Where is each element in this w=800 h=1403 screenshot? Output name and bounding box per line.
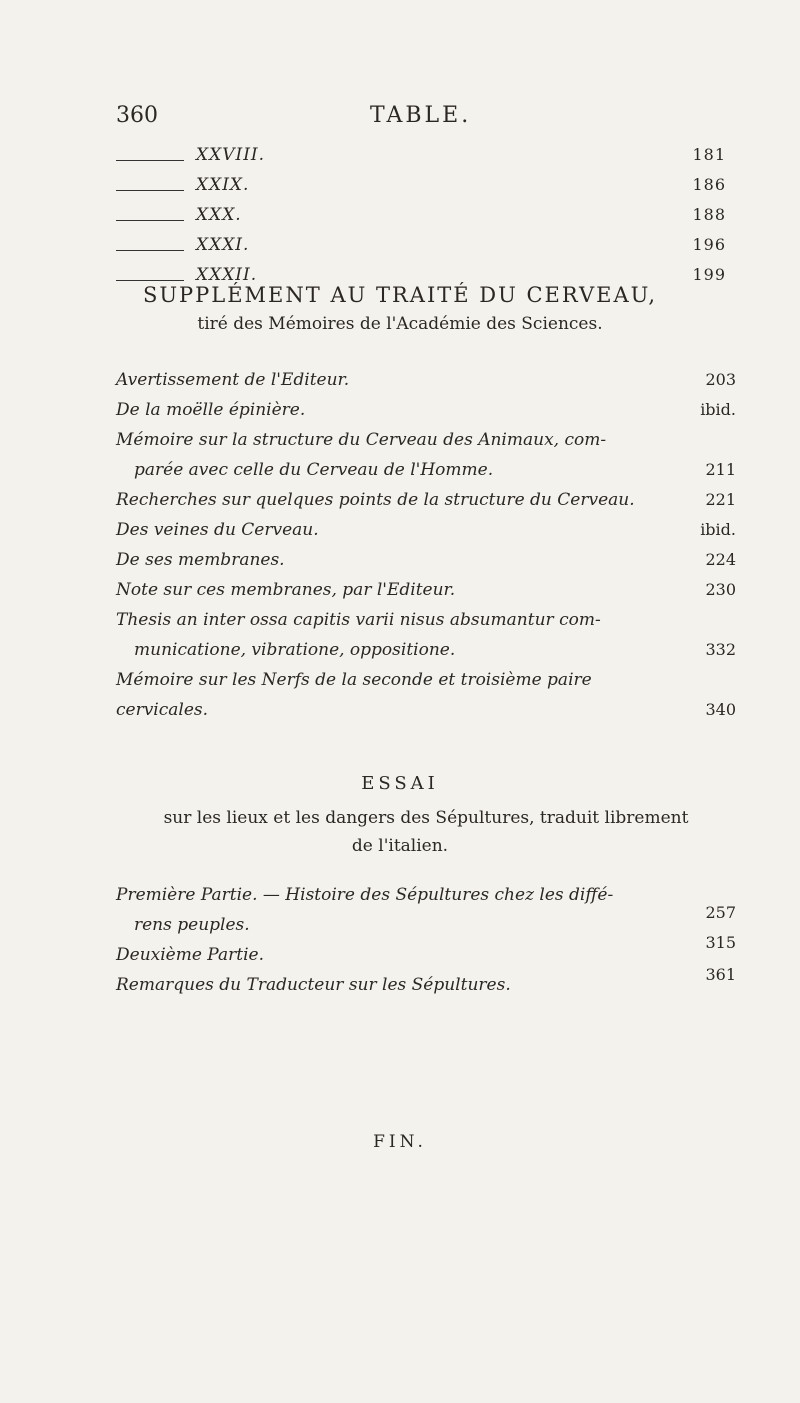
leader-dash	[116, 250, 184, 251]
page-ref: 196	[692, 235, 726, 254]
toc-entry-roman: XXXII. 199	[116, 265, 726, 295]
leader-dash	[116, 190, 184, 191]
toc-entry: Deuxième Partie. 315	[116, 940, 736, 970]
toc-entry: De la moëlle épinière. ibid.	[116, 395, 736, 425]
toc-entry-roman: XXXI. 196	[116, 235, 726, 265]
toc-entry: Des veines du Cerveau. ibid.	[116, 515, 736, 545]
page-ref: 332	[705, 640, 736, 659]
page-ref: 257	[705, 903, 736, 922]
section-subtitle-supplement: tiré des Mémoires de l'Académie des Sciences.	[197, 314, 603, 334]
page-ref: 221	[705, 490, 736, 509]
toc-entry: Remarques du Traducteur sur les Sépultures. 361	[116, 970, 736, 1000]
page-number: 360	[116, 103, 158, 128]
page-ref: 361	[705, 965, 736, 984]
toc-entry: Recherches sur quelques points de la structure du Cerveau. 221	[116, 485, 736, 515]
toc-entry: Mémoire sur la structure du Cerveau des Animaux, com- parée avec celle du Cerveau de l'Homme. 211	[116, 425, 736, 485]
page-ref: ibid.	[700, 400, 736, 419]
toc-entry: Mémoire sur les Nerfs de la seconde et troisième paire cervicales. 340	[116, 665, 736, 725]
page-ref: 224	[705, 550, 736, 569]
page-ref: ibid.	[700, 520, 736, 539]
toc-entry-roman: XXX. 188	[116, 205, 726, 235]
toc-entry-roman: XXIX. 186	[116, 175, 726, 205]
page-ref: 186	[692, 175, 726, 194]
page-ref: 315	[705, 933, 736, 952]
section-subtitle-essai: sur les lieux et les dangers des Sépultures, traduit librement	[163, 808, 689, 828]
fin-mark: FIN.	[373, 1132, 427, 1152]
section-subtitle-essai-cont: de l'italien.	[351, 836, 449, 856]
leader-dash	[116, 280, 184, 281]
page-ref: 181	[692, 145, 726, 164]
page-ref: 188	[692, 205, 726, 224]
leader-dash	[116, 220, 184, 221]
section-title-essai: ESSAI	[361, 773, 439, 794]
section-title-supplement: SUPPLÉMENT AU TRAITÉ DU CERVEAU,	[142, 283, 658, 307]
page-ref: 230	[705, 580, 736, 599]
toc-entry: Première Partie. — Histoire des Sépultures chez les diffé- rens peuples. 257	[116, 885, 736, 935]
page-ref: 203	[705, 370, 736, 389]
toc-entry: Thesis an inter ossa capitis varii nisus absumantur com- municatione, vibratione, oppositione. 332	[116, 605, 736, 665]
toc-entry-roman: XXVIII. 181	[116, 145, 726, 175]
toc-entry: De ses membranes. 224	[116, 545, 736, 575]
leader-dash	[116, 160, 184, 161]
page-ref: 340	[705, 700, 736, 719]
page-ref: 211	[705, 460, 736, 479]
page-ref: 199	[692, 265, 726, 284]
toc-entry: Avertissement de l'Editeur. 203	[116, 365, 736, 395]
running-title: TABLE.	[370, 103, 472, 128]
toc-entry: Note sur ces membranes, par l'Editeur. 230	[116, 575, 736, 605]
